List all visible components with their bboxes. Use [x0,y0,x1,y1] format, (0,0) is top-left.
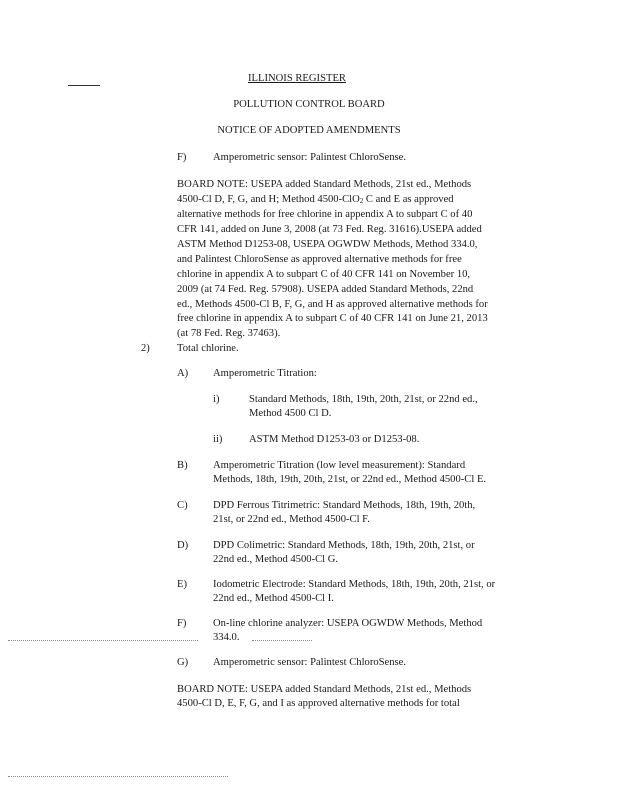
board-note-line: free chlorine in appendix A to subpart C of 40 CFR 141 on June 21, 2013 [177,313,488,324]
item-g-text: Amperometric sensor: Palintest ChloroSense. [213,657,407,668]
item-c-line: DPD Ferrous Titrimetric: Standard Methods, 18th, 19th, 20th, [213,500,476,511]
item-f2-marker: F) [177,618,187,629]
item-i-marker: i) [213,394,220,405]
item-i-line: Method 4500 Cl D. [249,408,332,419]
item-2-marker: 2) [141,343,150,354]
board-note-line: CFR 141, added on June 3, 2008 (at 73 Fed. Reg. 31616).USEPA added [177,224,482,235]
board-note-line: chlorine in appendix A to subpart C of 40 CFR 141 on November 10, [177,269,471,280]
item-d-line: DPD Colimetric: Standard Methods, 18th, 19th, 20th, 21st, or [213,540,475,551]
item-d-line: 22nd ed., Method 4500-Cl G. [213,554,339,565]
item-b-line: Amperometric Titration (low level measurement): Standard [213,460,466,471]
item-a-marker: A) [177,368,189,379]
item-f-marker: F) [177,152,187,163]
board-note-line: BOARD NOTE: USEPA added Standard Methods, 21st ed., Methods [177,179,472,190]
board-note-line: alternative methods for free chlorine in appendix A to subpart C of 40 [177,209,473,220]
board-title: POLLUTION CONTROL BOARD [233,99,385,110]
item-f-text: Amperometric sensor: Palintest ChloroSense. [213,152,407,163]
item-f2-line: On-line chlorine analyzer: USEPA OGWDW Methods, Method [213,618,483,629]
header-rule-left [68,85,100,86]
item-f2-line: 334.0. [213,632,240,643]
board-note-line: ed., Methods 4500-Cl B, F, G, and H as approved alternative methods for [177,299,488,310]
item-c-marker: C) [177,500,188,511]
scan-noise-line [8,640,198,642]
item-ii-text: ASTM Method D1253-03 or D1253-08. [249,434,420,445]
item-e-marker: E) [177,579,187,590]
item-2-text: Total chlorine. [177,343,239,354]
scan-noise-line [8,776,228,778]
item-e-line: Iodometric Electrode: Standard Methods, 18th, 19th, 20th, 21st, or [213,579,496,590]
board-note-line: (at 78 Fed. Reg. 37463). [177,328,281,339]
item-g-marker: G) [177,657,189,668]
board-note-line: 4500-Cl D, E, F, G, and I as approved alternative methods for total [177,698,460,709]
notice-title: NOTICE OF ADOPTED AMENDMENTS [217,125,401,136]
board-note-line: ASTM Method D1253-08, USEPA OGWDW Methods, Method 334.0, [177,239,478,250]
board-note-line: 2009 (at 74 Fed. Reg. 57908). USEPA added Standard Methods, 22nd [177,284,474,295]
board-note-line: 4500-Cl D, F, G, and H; Method 4500-ClO2 C and E as approved [177,194,454,205]
item-d-marker: D) [177,540,189,551]
item-b-marker: B) [177,460,188,471]
register-title: ILLINOIS REGISTER [248,73,346,84]
item-a-text: Amperometric Titration: [213,368,317,379]
item-c-line: 21st, or 22nd ed., Method 4500-Cl F. [213,514,370,525]
item-b-line: Methods, 18th, 19th, 20th, 21st, or 22nd ed., Method 4500-Cl E. [213,474,487,485]
item-ii-marker: ii) [213,434,223,445]
board-note-line: and Palintest ChloroSense as approved alternative methods for free [177,254,462,265]
board-note-line: BOARD NOTE: USEPA added Standard Methods, 21st ed., Methods [177,684,472,695]
item-e-line: 22nd ed., Method 4500-Cl I. [213,593,334,604]
item-i-line: Standard Methods, 18th, 19th, 20th, 21st, or 22nd ed., [249,394,478,405]
scan-noise-line [252,640,312,642]
